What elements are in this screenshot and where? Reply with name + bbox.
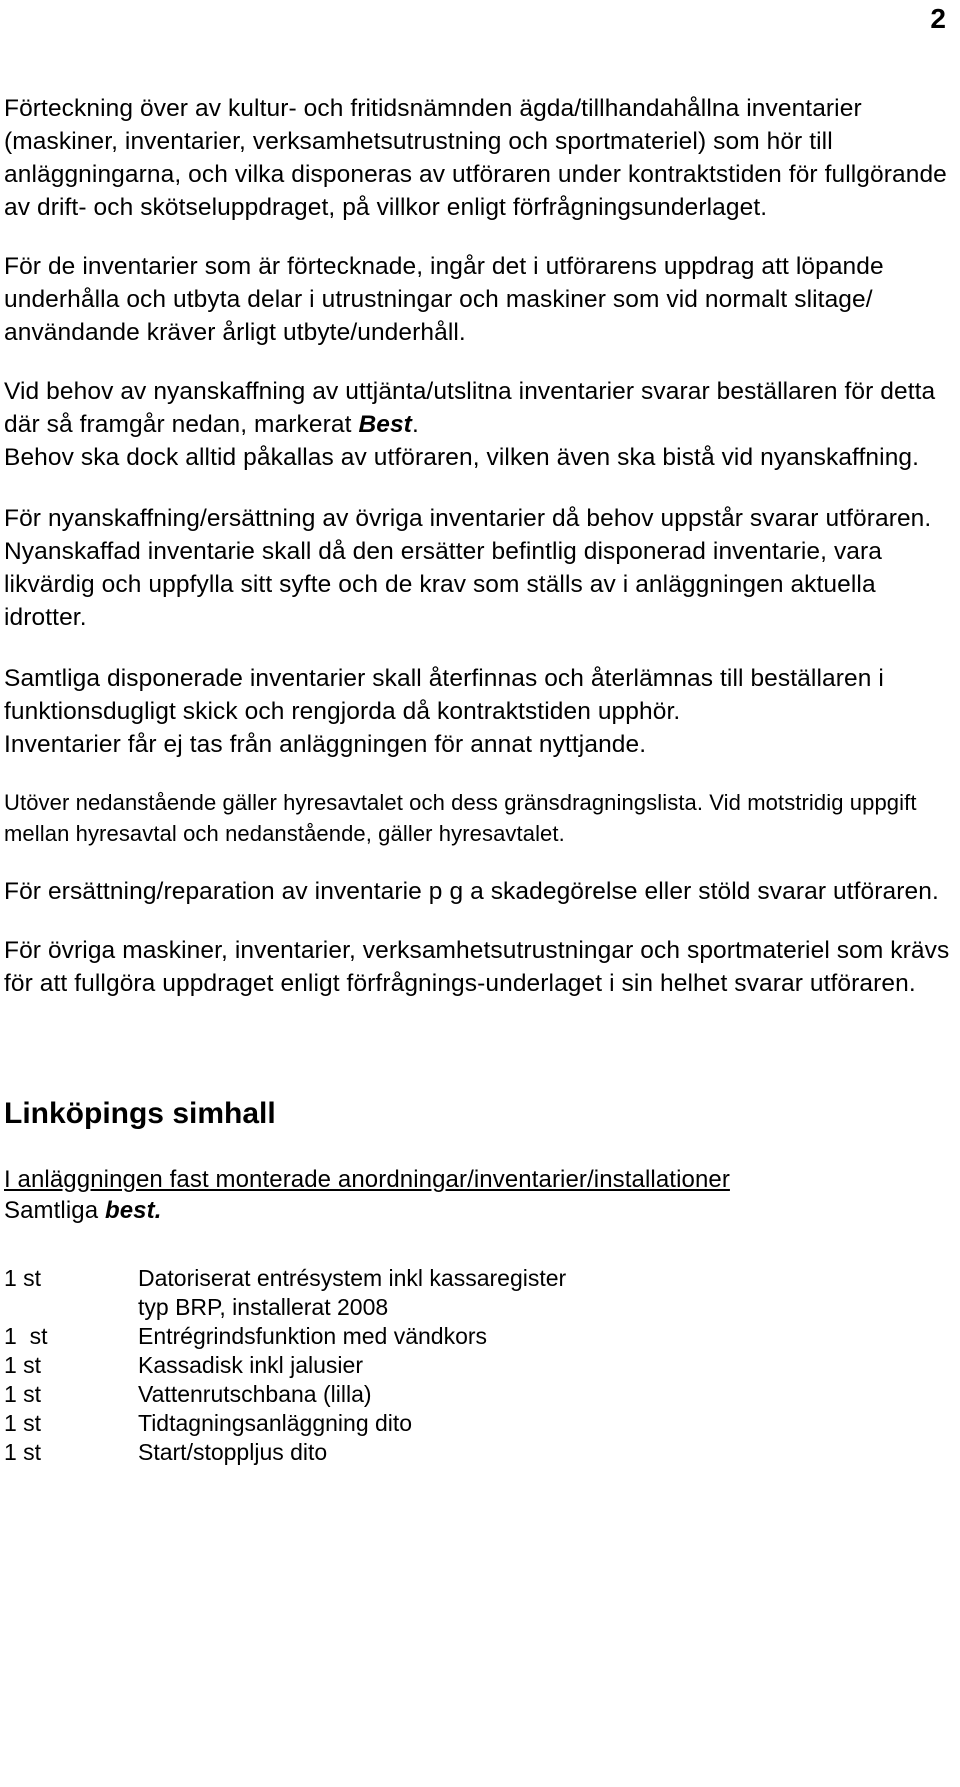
inventory-qty: 1 st — [4, 1352, 42, 1378]
inventory-item: Kassadisk inkl jalusier — [138, 1352, 363, 1378]
paragraph-return: Samtliga disponerade inventarier skall återfinnas och återlämnas till beställaren i funktionsdugligt skick och rengjorda då kontraktstiden upphör. — [4, 665, 884, 725]
paragraph-no-removal: Inventarier får ej tas från anläggningen för annat nyttjande. — [4, 731, 647, 758]
inventory-item-line: typ BRP, installerat 2008 — [138, 1294, 389, 1320]
table-row — [4, 1409, 566, 1438]
inventory-qty: 1 st — [4, 1265, 42, 1291]
paragraph-procurement-note: Behov ska dock alltid påkallas av utföraren, vilken även ska bistå vid nyanskaffning. — [4, 444, 920, 471]
paragraph-damage: För ersättning/reparation av inventarie p g a skadegörelse eller stöld svarar utföraren. — [4, 878, 939, 905]
paragraph-maintenance: För de inventarier som är förtecknade, ingår det i utförarens uppdrag att löpande underhålla och utbyta delar i utrustningar och maskiner som vid normalt slitage/ användande kräver årligt utbyte/underhåll. — [4, 253, 884, 346]
paragraph-intro: Förteckning över av kultur- och fritidsnämnden ägda/tillhandahållna inventarier (maskiner, inventarier, verksamhetsutrustning och sportmateriel) som hör till anläggningarna, och vilka disponeras av utföraren under kontraktstiden för fullgörande av drift- och skötseluppdraget, på villkor enligt förfrågningsunderlaget. — [4, 95, 947, 221]
table-row — [4, 1351, 566, 1380]
inventory-item: Tidtagningsanläggning dito — [138, 1410, 413, 1436]
table-row — [4, 1380, 566, 1409]
section-title: Linköpings simhall — [4, 1097, 276, 1130]
table-row — [4, 1264, 566, 1322]
inventory-item: Start/stoppljus dito — [138, 1439, 328, 1465]
inventory-item-line: Datoriserat entrésystem inkl kassaregister — [138, 1265, 567, 1291]
inventory-table — [4, 1264, 566, 1467]
section-note-best: best. — [104, 1197, 162, 1224]
section-note — [4, 1195, 954, 1226]
inventory-qty: 1 st — [4, 1439, 42, 1465]
inventory-qty: 1 st — [4, 1323, 48, 1349]
paragraph-replacement: För nyanskaffning/ersättning av övriga inventarier då behov uppstår svarar utföraren. Nyanskaffad inventarie skall då den ersätter befintlig disponerad inventarie, vara likvärdig och uppfylla sitt syfte och de krav som ställs av i anläggningen aktuella idrotter. — [4, 505, 932, 631]
paragraph-other: För övriga maskiner, inventarier, verksamhetsutrustningar och sportmateriel som krävs för att fullgöra uppdraget enligt förfrågnings-underlaget i sin helhet svarar utföraren. — [4, 937, 950, 997]
inventory-item: Entrégrindsfunktion med vändkors — [138, 1323, 488, 1349]
table-row — [4, 1322, 566, 1351]
procurement-text: Vid behov av nyanskaffning av uttjänta/utslitna inventarier svarar beställaren för detta där så framgår nedan, markerat — [4, 378, 936, 438]
paragraph-procurement — [4, 375, 954, 441]
section-note-prefix: Samtliga — [4, 1197, 105, 1224]
table-row — [4, 1438, 566, 1467]
best-marker: Best — [358, 411, 412, 438]
page-number: 2 — [930, 3, 946, 34]
section-subheading: I anläggningen fast monterade anordningar/inventarier/installationer — [4, 1166, 730, 1193]
procurement-period: . — [411, 411, 419, 438]
inventory-qty: 1 st — [4, 1381, 42, 1407]
inventory-item — [138, 1264, 566, 1322]
paragraph-lease: Utöver nedanstående gäller hyresavtalet och dess gränsdragningslista. Vid motstridig uppgift mellan hyresavtal och nedanstående, gäller hyresavtalet. — [4, 790, 917, 846]
inventory-item: Vattenrutschbana (lilla) — [138, 1381, 372, 1407]
inventory-qty: 1 st — [4, 1410, 42, 1436]
document-body — [4, 92, 954, 1467]
